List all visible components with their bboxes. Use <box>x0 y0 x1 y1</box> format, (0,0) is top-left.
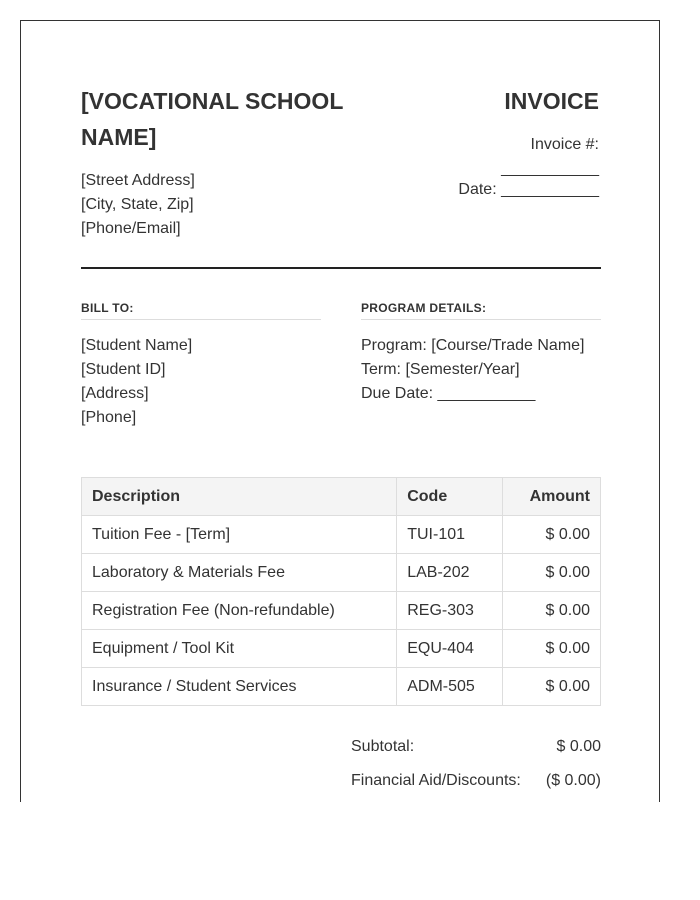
row-description: Tuition Fee - [Term] <box>82 516 397 554</box>
student-id: [Student ID] <box>81 361 166 378</box>
program-details-block <box>361 334 584 406</box>
subtotal-row <box>351 735 601 769</box>
table-row <box>82 592 601 630</box>
invoice-date-blank: ___________ <box>501 181 599 198</box>
row-code: ADM-505 <box>397 668 503 706</box>
row-code: LAB-202 <box>397 554 503 592</box>
bill-to-heading: BILL TO: <box>81 301 321 320</box>
row-amount: $ 0.00 <box>503 554 601 592</box>
fee-table <box>81 477 601 706</box>
program-term: Term: [Semester/Year] <box>361 361 520 378</box>
row-amount: $ 0.00 <box>503 592 601 630</box>
row-description: Equipment / Tool Kit <box>82 630 397 668</box>
invoice-number-label: Invoice #: <box>530 136 599 153</box>
table-row <box>82 668 601 706</box>
row-code: EQU-404 <box>397 630 503 668</box>
program-due-date: Due Date: ___________ <box>361 385 536 402</box>
invoice-date <box>359 181 599 199</box>
subtotal-label: Subtotal: <box>351 738 415 755</box>
school-contact: [Phone/Email] <box>81 220 181 237</box>
row-amount: $ 0.00 <box>503 668 601 706</box>
row-description: Laboratory & Materials Fee <box>82 554 397 592</box>
subtotal-value: $ 0.00 <box>556 738 601 755</box>
row-code: TUI-101 <box>397 516 503 554</box>
table-row <box>82 516 601 554</box>
row-code: REG-303 <box>397 592 503 630</box>
row-amount: $ 0.00 <box>503 516 601 554</box>
school-city: [City, State, Zip] <box>81 196 194 213</box>
school-address <box>81 169 195 241</box>
invoice-date-label: Date: <box>458 181 497 198</box>
invoice-title: INVOICE <box>504 88 599 114</box>
student-name: [Student Name] <box>81 337 193 354</box>
row-description: Registration Fee (Non-refundable) <box>82 592 397 630</box>
student-phone: [Phone] <box>81 409 137 426</box>
invoice-number-blank: ___________ <box>501 160 599 177</box>
table-row <box>82 554 601 592</box>
financial-aid-label: Financial Aid/Discounts: <box>351 772 521 789</box>
financial-aid-row <box>351 769 601 803</box>
row-description: Insurance / Student Services <box>82 668 397 706</box>
totals-block <box>351 735 601 803</box>
school-street: [Street Address] <box>81 172 195 189</box>
table-header-row <box>82 478 601 516</box>
header-description: Description <box>82 478 397 516</box>
program-details-heading: PROGRAM DETAILS: <box>361 301 601 320</box>
bill-to-block <box>81 334 192 430</box>
student-address: [Address] <box>81 385 149 402</box>
financial-aid-value: ($ 0.00) <box>545 772 601 789</box>
program-name: Program: [Course/Trade Name] <box>361 337 585 354</box>
invoice-number <box>359 133 599 181</box>
school-name: [VOCATIONAL SCHOOL NAME] <box>81 88 343 150</box>
table-row <box>82 630 601 668</box>
invoice-page <box>20 20 660 802</box>
row-amount: $ 0.00 <box>503 630 601 668</box>
header-amount: Amount <box>503 478 601 516</box>
header-code: Code <box>397 478 503 516</box>
header-divider <box>81 267 601 269</box>
